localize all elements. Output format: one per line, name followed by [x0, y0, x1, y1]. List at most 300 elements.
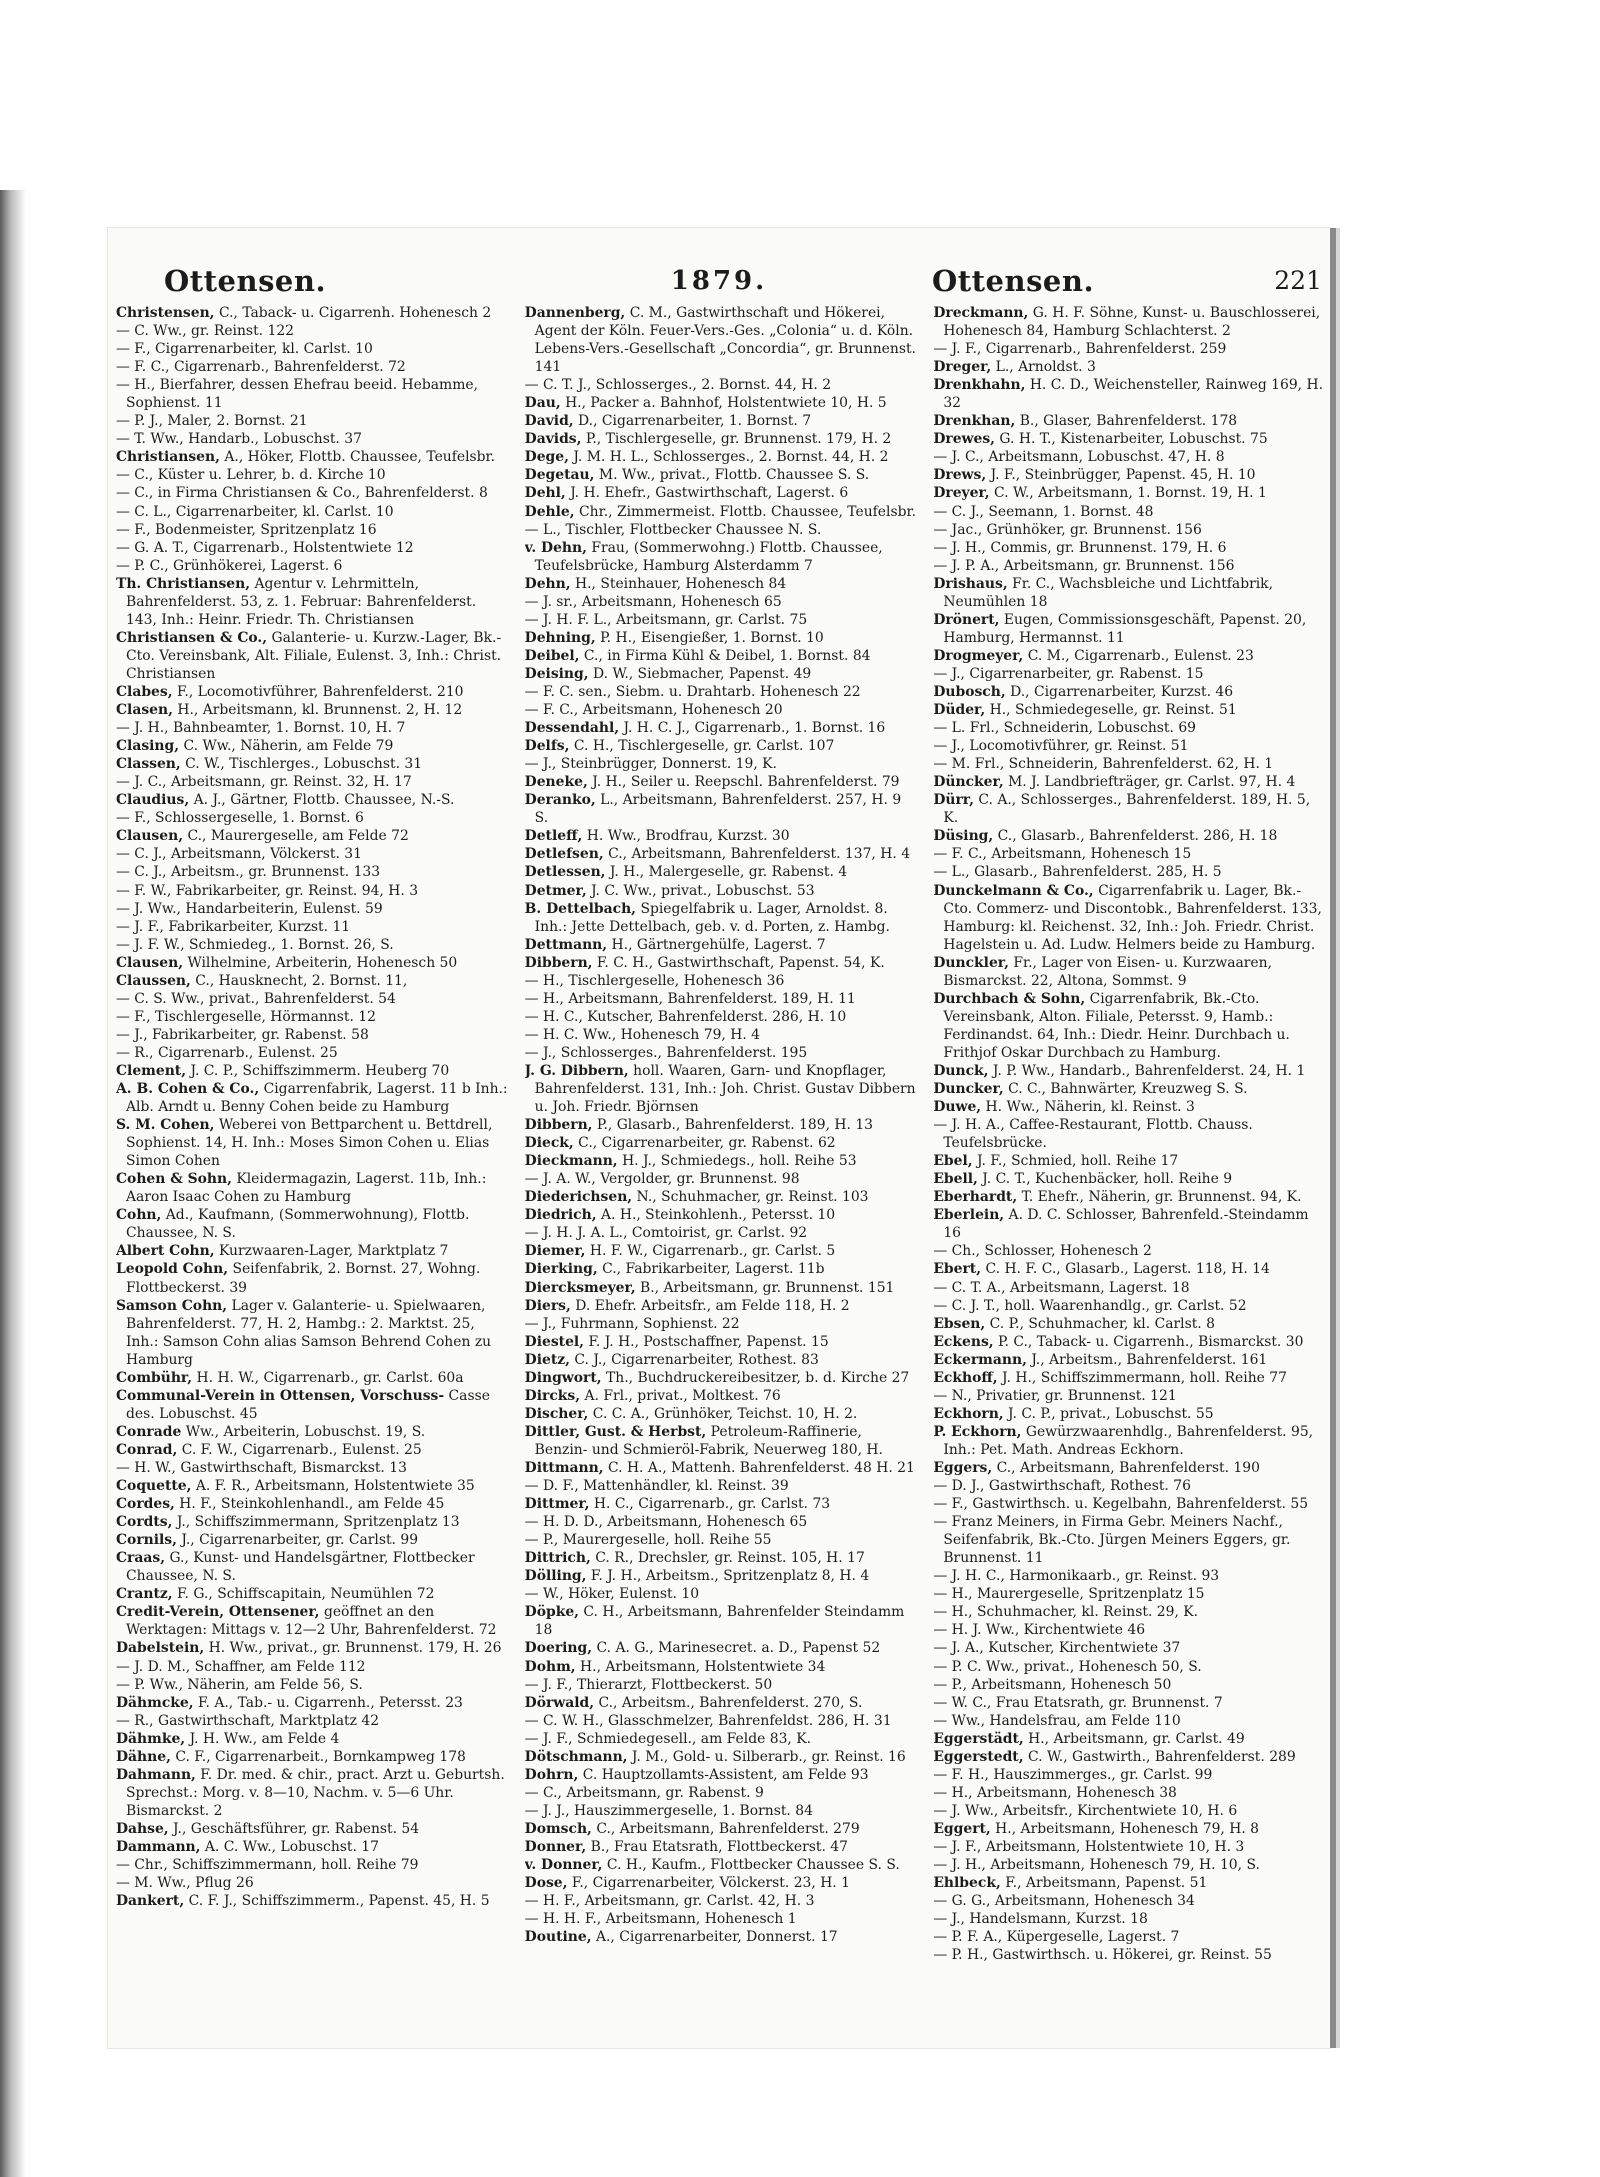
directory-entry [933, 1242, 1326, 1260]
entry-details: — Franz Meiners, in Firma Gebr. Meiners Nachf., Seifenfabrik, Bk.-Cto. Jürgen Meiners Eggers, gr. Brunnenst. 11 [933, 1514, 1291, 1567]
directory-entry [525, 466, 918, 484]
entry-details: G. H. T., Kistenarbeiter, Lobuschst. 75 [995, 431, 1268, 448]
entry-details: C. F. W., Cigarrenarb., Eulenst. 25 [177, 1441, 422, 1458]
directory-entry [116, 1748, 509, 1766]
entry-details: L., Arnoldst. 3 [991, 359, 1096, 376]
directory-entry [116, 918, 509, 936]
entry-details: P., Glasarb., Bahrenfelderst. 189, H. 13 [592, 1117, 874, 1134]
directory-entry [116, 1477, 509, 1495]
entry-name: P. Eckhorn, [933, 1423, 1022, 1440]
entry-details: — J. H. C., Harmonikaarb., gr. Reinst. 93 [933, 1568, 1220, 1585]
entry-details: — W. C., Frau Etatsrath, gr. Brunnenst. 7 [933, 1694, 1223, 1711]
entry-name: Eckhorn, [933, 1405, 1004, 1422]
entry-details: Ww., Arbeiterin, Lobuschst. 19, S. [181, 1423, 426, 1440]
directory-entry [933, 376, 1326, 412]
directory-entry [525, 1549, 918, 1567]
directory-entry [933, 430, 1326, 448]
entry-details: — J. J., Hauszimmergeselle, 1. Bornst. 84 [524, 1802, 813, 1819]
directory-entry [933, 665, 1326, 683]
entry-details: C. C., Bahnwärter, Kreuzweg S. S. [1003, 1081, 1248, 1098]
entry-name: Diercksmeyer, [524, 1279, 636, 1296]
entry-details: — J. P. A., Arbeitsmann, gr. Brunnenst. 156 [933, 557, 1235, 574]
entry-details: H. H. W., Cigarrenarb., gr. Carlst. 60a [192, 1369, 464, 1386]
directory-entry [933, 863, 1326, 881]
directory-entry [525, 972, 918, 990]
running-title-right: Ottensen. [932, 264, 1095, 298]
directory-entry [525, 448, 918, 466]
directory-entry [525, 1351, 918, 1369]
entry-details: C. M., Cigarrenarb., Eulenst. 23 [1023, 647, 1254, 664]
entry-details: C. H., Kaufm., Flottbecker Chaussee S. S. [602, 1857, 900, 1874]
entry-name: Dau, [524, 395, 561, 412]
entry-details: C. J., Cigarrenarbeiter, Rothest. 83 [569, 1351, 819, 1368]
directory-entry [933, 611, 1326, 647]
entry-name: Dannenberg, [524, 305, 626, 321]
directory-entry [116, 340, 509, 358]
entry-details: H., Arbeitsmann, Hohenesch 79, H. 8 [990, 1820, 1260, 1837]
directory-entry [525, 412, 918, 430]
directory-entry [116, 1892, 509, 1910]
entry-details: C. A., Schlosserges., Bahrenfelderst. 189, H. 5, K. [943, 792, 1311, 827]
entry-name: Detlessen, [524, 864, 606, 881]
entry-name: Dieck, [524, 1135, 574, 1152]
directory-entry [933, 1459, 1326, 1477]
directory-entry [525, 1062, 918, 1116]
directory-entry [116, 1658, 509, 1676]
entry-name: Dittmann, [524, 1460, 604, 1476]
directory-entry [933, 1188, 1326, 1206]
entry-details: — F. C., Arbeitsmann, Hohenesch 15 [933, 846, 1192, 863]
entry-details: C. H., Tischlergeselle, gr. Carlst. 107 [569, 738, 835, 755]
directory-entry [933, 1838, 1326, 1856]
entry-name: Drishaus, [933, 575, 1008, 592]
entry-name: Dohm, [524, 1658, 576, 1675]
entry-details: — H. W., Gastwirthschaft, Bismarckst. 13 [116, 1460, 407, 1476]
entry-name: Degetau, [524, 467, 595, 484]
directory-entry [933, 791, 1326, 827]
entry-details: — H., Arbeitsmann, Hohenesch 38 [933, 1784, 1177, 1801]
directory-entry [525, 1748, 918, 1766]
entry-name: Dähmke, [116, 1730, 186, 1747]
entry-details: C. P., Schuhmacher, kl. Carlst. 8 [985, 1315, 1215, 1332]
entry-details: C. M., Gastwirthschaft und Hökerei, Agent der Köln. Feuer-Vers.-Ges. „Colonia“ u. d. Köln. Lebens-Vers.-Gesellschaft „Concordia“, gr. Brunnenst. 141 [534, 305, 916, 376]
entry-details: H. F. W., Cigarrenarb., gr. Carlst. 5 [585, 1243, 836, 1260]
entry-details: — L. Frl., Schneiderin, Lobuschst. 69 [933, 720, 1196, 737]
entry-details: — M. Ww., Pflug 26 [116, 1875, 254, 1892]
entry-details: holl. Waaren, Garn- und Knopflager, Bahrenfelderst. 131, Inh.: Joh. Christ. Gustav Dibbern u. Joh. Friedr. Björnsen [534, 1062, 916, 1116]
directory-entry [525, 845, 918, 863]
entry-name: Crantz, [116, 1586, 173, 1603]
directory-entry [933, 647, 1326, 665]
entry-details: Kleidermagazin, Lagerst. 11b, Inh.: Aaron Isaac Cohen zu Hamburg [126, 1171, 487, 1206]
directory-entry [525, 1585, 918, 1603]
entry-name: Coquette, [116, 1478, 192, 1495]
entry-name: Duwe, [933, 1099, 982, 1116]
entry-details: Cigarrenfabrik, Bk.-Cto. Vereinsbank, Alton. Filiale, Petersst. 9, Hamb.: Ferdinandst. 64, Inh.: Diedr. Heinr. Durchbach u. Frithjof Oskar Durchbach zu Hamburg. [943, 990, 1290, 1061]
entry-details: F., Locomotivführer, Bahrenfelderst. 210 [172, 683, 464, 700]
entry-name: Christiansen & Co., [116, 629, 268, 646]
directory-entry [525, 1026, 918, 1044]
entry-details: — J. Ww., Arbeitsfr., Kirchentwiete 10, H. 6 [933, 1802, 1238, 1819]
directory-entry [116, 575, 509, 629]
directory-entry [525, 1152, 918, 1170]
entry-details: J., Geschäftsführer, gr. Rabenst. 54 [168, 1820, 420, 1837]
entry-details: — J. F., Schmiedegesell., am Felde 83, K. [524, 1730, 812, 1747]
entry-details: B., Arbeitsmann, gr. Brunnenst. 151 [635, 1279, 895, 1296]
entry-details: — F. W., Fabrikarbeiter, gr. Reinst. 94, H. 3 [116, 882, 419, 899]
directory-entry [116, 557, 509, 575]
directory-entry [525, 1910, 918, 1928]
entry-name: Eckens, [933, 1333, 994, 1350]
directory-entry [525, 1856, 918, 1874]
entry-details: — C. Ww., gr. Reinst. 122 [116, 323, 294, 340]
directory-entry [933, 755, 1326, 773]
directory-entry [933, 719, 1326, 737]
entry-name: Eckermann, [933, 1351, 1027, 1368]
entry-details: — M. Frl., Schneiderin, Bahrenfelderst. 62, H. 1 [933, 756, 1274, 773]
entry-details: C. H. A., Mattenh. Bahrenfelderst. 48 H. 21 [603, 1460, 915, 1476]
entry-details: Spiegelfabrik u. Lager, Arnoldst. 8. Inh.: Jette Dettelbach, geb. v. d. Porten, z. Hambg. [534, 900, 890, 935]
entry-details: Agentur v. Lehrmitteln, Bahrenfelderst. 53, z. 1. Februar: Bahrenfelderst. 143, Inh.: Heinr. Friedr. Th. Christiansen [126, 575, 477, 628]
directory-entry [525, 521, 918, 539]
entry-details: — C., in Firma Christiansen & Co., Bahrenfelderst. 8 [116, 485, 488, 502]
entry-name: Drewes, [933, 431, 995, 448]
entry-name: Dingwort, [524, 1369, 602, 1386]
entry-name: Duncker, [933, 1081, 1004, 1098]
entry-details: — J., Schlosserges., Bahrenfelderst. 195 [524, 1044, 808, 1061]
entry-details: — J. H., Bahnbeamter, 1. Bornst. 10, H. 7 [116, 720, 406, 737]
entry-details: — H., Maurergeselle, Spritzenplatz 15 [933, 1586, 1205, 1603]
page-number: 221 [1274, 266, 1322, 295]
entry-name: Dibbern, [524, 954, 593, 971]
directory-entry [116, 1549, 509, 1585]
directory-entry [933, 1351, 1326, 1369]
entry-details: Seifenfabrik, 2. Bornst. 27, Wohng. Flottbeckerst. 39 [126, 1261, 481, 1296]
directory-entry [933, 1712, 1326, 1730]
entry-details: J. C. T., Kuchenbäcker, holl. Reihe 9 [977, 1171, 1233, 1188]
entry-name: Dreger, [933, 359, 992, 376]
directory-entry [933, 1892, 1326, 1910]
entry-name: Drenkhahn, [933, 377, 1026, 394]
entry-name: Dähne, [116, 1748, 171, 1765]
entry-details: H., Schmiedegeselle, gr. Reinst. 51 [985, 702, 1237, 719]
directory-entry [525, 737, 918, 755]
entry-details: D. Ehefr. Arbeitsfr., am Felde 118, H. 2 [570, 1297, 850, 1314]
directory-entry [116, 1459, 509, 1477]
entry-name: Dammann, [116, 1838, 201, 1855]
entry-name: Delfs, [524, 738, 570, 755]
directory-entry [525, 936, 918, 954]
entry-name: Drogmeyer, [933, 647, 1024, 664]
entry-name: Eggerstedt, [933, 1748, 1024, 1765]
entry-details: — J. D. M., Schaffner, am Felde 112 [116, 1658, 366, 1675]
directory-entry [933, 1676, 1326, 1694]
entry-name: Th. Christiansen, [116, 575, 251, 592]
entry-details: — H., Schuhmacher, kl. Reinst. 29, K. [933, 1604, 1199, 1621]
entry-name: Cornils, [116, 1532, 177, 1549]
directory-entry [525, 990, 918, 1008]
entry-name: Claudius, [116, 792, 190, 809]
entry-name: Deranko, [524, 792, 596, 809]
directory-entry [525, 863, 918, 881]
directory-entry [933, 1369, 1326, 1387]
entry-details: — L., Glasarb., Bahrenfelderst. 285, H. 5 [933, 864, 1222, 881]
entry-name: Cohn, [116, 1207, 162, 1224]
directory-entry [116, 990, 509, 1008]
entry-details: — J. H. F. L., Arbeitsmann, gr. Carlst. 75 [524, 611, 808, 628]
directory-entry [525, 593, 918, 611]
entry-details: F., Cigarrenarbeiter, Völckerst. 23, H. 1 [567, 1875, 850, 1892]
directory-entry [933, 683, 1326, 701]
directory-entry [933, 1621, 1326, 1639]
entry-details: — J., Fuhrmann, Sophienst. 22 [524, 1315, 740, 1332]
entry-name: Dahse, [116, 1820, 169, 1837]
entry-details: J. H., Schiffszimmermann, holl. Reihe 77 [997, 1369, 1287, 1386]
entry-details: Fr., Lager von Eisen- u. Kurzwaaren, Bismarckst. 22, Altona, Sommst. 9 [943, 954, 1273, 989]
directory-entry [116, 358, 509, 376]
entry-details: — J. H. J. A. L., Comtoirist, gr. Carlst. 92 [524, 1225, 808, 1242]
directory-entry [933, 503, 1326, 521]
entry-details: Weberei von Bettparchent u. Bettdrell, Sophienst. 14, H. Inh.: Moses Simon Cohen u. Elias Simon Cohen [126, 1117, 493, 1170]
directory-entry [116, 827, 509, 845]
page-header [108, 264, 1330, 308]
entry-details: — C. T. J., Schlosserges., 2. Bornst. 44, H. 2 [524, 377, 832, 394]
entry-details: — G. A. T., Cigarrenarb., Holstentwiete 12 [116, 539, 414, 556]
entry-details: Lager v. Galanterie- u. Spielwaaren, Bahrenfelderst. 77, H. 2, Hambg.: 2. Marktst. 25, Inh.: Samson Cohn alias Samson Behrend Cohen zu Hamburg [126, 1297, 492, 1368]
directory-entry [525, 791, 918, 827]
directory-entry [933, 1279, 1326, 1297]
entry-details: — J. F. W., Schmiedeg., 1. Bornst. 26, S. [116, 936, 394, 953]
entry-details: J. H. C. J., Cigarrenarb., 1. Bornst. 16 [619, 720, 886, 737]
entry-name: Dittmer, [524, 1496, 590, 1513]
directory-entry [116, 376, 509, 412]
entry-details: B., Glaser, Bahrenfelderst. 178 [1015, 413, 1238, 430]
directory-entry [116, 1242, 509, 1260]
directory-entry [116, 1694, 509, 1712]
entry-name: Dierking, [524, 1261, 598, 1278]
scan-edge-shadow [0, 190, 26, 2177]
entry-name: Dötschmann, [524, 1748, 628, 1765]
directory-entry [933, 521, 1326, 539]
directory-entry [933, 1333, 1326, 1351]
entry-details: — J. Ww., Handarbeiterin, Eulenst. 59 [116, 900, 383, 917]
directory-entry [116, 791, 509, 809]
entry-details: — R., Cigarrenarb., Eulenst. 25 [116, 1044, 338, 1061]
directory-entry [116, 1730, 509, 1748]
running-title-left: Ottensen. [164, 264, 327, 298]
directory-page [108, 228, 1330, 2048]
entry-name: Clausen, [116, 954, 184, 971]
directory-columns [116, 304, 1326, 2048]
entry-details: P., Tischlergeselle, gr. Brunnenst. 179, H. 2 [581, 431, 892, 448]
directory-entry [525, 1170, 918, 1188]
entry-details: C. W., Gastwirth., Bahrenfelderst. 289 [1023, 1748, 1296, 1765]
entry-name: Eberlein, [933, 1207, 1005, 1224]
entry-details: Chr., Zimmermeist. Flottb. Chaussee, Teufelsbr. [574, 503, 916, 520]
entry-details: — F. C., Arbeitsmann, Hohenesch 20 [524, 702, 783, 719]
entry-name: Clasen, [116, 702, 173, 719]
entry-name: Donner, [524, 1838, 587, 1855]
entry-name: Ebel, [933, 1153, 973, 1170]
directory-entry [933, 1098, 1326, 1116]
entry-name: Dunckelmann & Co., [933, 882, 1094, 899]
entry-details: — P. H., Gastwirthsch. u. Hökerei, gr. Reinst. 55 [933, 1947, 1272, 1964]
directory-entry [116, 466, 509, 484]
entry-details: H. J., Schmiedegs., holl. Reihe 53 [617, 1153, 857, 1170]
directory-entry [933, 1694, 1326, 1712]
directory-entry [933, 1639, 1326, 1657]
directory-entry [116, 1387, 509, 1423]
entry-details: — P. C., Grünhökerei, Lagerst. 6 [116, 557, 343, 574]
entry-details: — P., Arbeitsmann, Hohenesch 50 [933, 1676, 1172, 1693]
entry-name: Dunck, [933, 1062, 989, 1079]
entry-details: F. Dr. med. & chir., pract. Arzt u. Geburtsh. Sprechst.: Morg. v. 8—10, Nachm. v. 5—6 Uhr. Bismarckst. 2 [126, 1766, 505, 1819]
entry-details: — Chr., Schiffszimmermann, holl. Reihe 79 [116, 1857, 419, 1874]
entry-details: — H. J. Ww., Kirchentwiete 46 [933, 1622, 1146, 1639]
entry-details: — P. C. Ww., privat., Hohenesch 50, S. [933, 1658, 1202, 1675]
entry-details: J. H. Ehefr., Gastwirthschaft, Lagerst. 6 [565, 485, 849, 502]
entry-details: — C. J., Arbeitsm., gr. Brunnenst. 133 [116, 864, 381, 881]
directory-entry [116, 304, 509, 322]
directory-entry [933, 990, 1326, 1062]
entry-details: — F. H., Hauszimmerges., gr. Carlst. 99 [933, 1766, 1213, 1783]
entry-details: — C. S. Ww., privat., Bahrenfelderst. 54 [116, 990, 396, 1007]
entry-name: Durchbach & Sohn, [933, 990, 1086, 1007]
entry-details: C., Fabrikarbeiter, Lagerst. 11b [597, 1261, 825, 1278]
entry-details: C., Arbeitsmann, Bahrenfelderst. 279 [591, 1820, 860, 1837]
entry-details: — F., Bodenmeister, Spritzenplatz 16 [116, 521, 377, 538]
entry-details: C. R., Drechsler, gr. Reinst. 105, H. 17 [590, 1550, 865, 1567]
entry-name: Samson Cohn, [116, 1297, 228, 1314]
entry-details: Galanterie- u. Kurzw.-Lager, Bk.-Cto. Vereinsbank, Alt. Filiale, Eulenst. 3, Inh.: Christ. Christiansen [126, 629, 502, 682]
entry-details: — C., Küster u. Lehrer, b. d. Kirche 10 [116, 467, 386, 484]
entry-name: Ebell, [933, 1171, 978, 1188]
directory-entry [525, 1531, 918, 1549]
directory-column-3 [933, 304, 1326, 2048]
entry-details: H., Packer a. Bahnhof, Holstentwiete 10, H. 5 [560, 395, 887, 412]
directory-entry [525, 773, 918, 791]
entry-name: Ehlbeck, [933, 1875, 1001, 1892]
directory-entry [933, 1730, 1326, 1748]
directory-entry [525, 1008, 918, 1026]
entry-details: — C. T. A., Arbeitsmann, Lagerst. 18 [933, 1279, 1190, 1296]
directory-entry [116, 1044, 509, 1062]
entry-name: Dietz, [524, 1351, 570, 1368]
entry-name: Diedrich, [524, 1207, 597, 1224]
entry-name: J. G. Dibbern, [524, 1062, 629, 1079]
directory-entry [933, 1423, 1326, 1459]
directory-entry [116, 1513, 509, 1531]
entry-name: v. Donner, [524, 1857, 603, 1874]
entry-name: Dankert, [116, 1893, 185, 1910]
entry-name: Düsing, [933, 828, 994, 845]
directory-entry [525, 1224, 918, 1242]
entry-details: — H., Arbeitsmann, Bahrenfelderst. 189, H. 11 [524, 990, 856, 1007]
entry-details: H. Ww., Brodfrau, Kurzst. 30 [582, 828, 790, 845]
directory-entry [116, 809, 509, 827]
directory-entry [116, 755, 509, 773]
directory-entry [525, 1242, 918, 1260]
directory-entry [933, 557, 1326, 575]
entry-name: Davids, [524, 431, 582, 448]
directory-column-2 [525, 304, 918, 2048]
entry-details: F., Arbeitsmann, Papenst. 51 [1000, 1875, 1208, 1892]
directory-entry [525, 1874, 918, 1892]
directory-entry [525, 575, 918, 593]
entry-details: G. H. F. Söhne, Kunst- u. Bauschlosserei, Hohenesch 84, Hamburg Schlachterst. 2 [943, 305, 1321, 340]
directory-entry [933, 1206, 1326, 1242]
entry-details: C., Hausknecht, 2. Bornst. 11, [190, 972, 408, 989]
directory-entry [933, 827, 1326, 845]
entry-details: Kurzwaaren-Lager, Marktplatz 7 [214, 1243, 449, 1260]
entry-details: F. J. H., Arbeitsm., Spritzenplatz 8, H. 4 [586, 1568, 870, 1585]
entry-details: J. H., Seiler u. Reepschl. Bahrenfelderst. 79 [587, 774, 900, 791]
entry-details: L., Arbeitsmann, Bahrenfelderst. 257, H. 9 S. [534, 792, 902, 827]
entry-name: Dreckmann, [933, 305, 1029, 321]
entry-details: — C. J., Seemann, 1. Bornst. 48 [933, 503, 1154, 520]
entry-details: C. W., Arbeitsmann, 1. Bornst. 19, H. 1 [989, 485, 1267, 502]
entry-details: D. W., Siebmacher, Papenst. 49 [588, 665, 812, 682]
directory-entry [933, 773, 1326, 791]
entry-details: C. Hauptzollamts-Assistent, am Felde 93 [578, 1766, 869, 1783]
entry-details: — J. F., Cigarrenarb., Bahrenfelderst. 259 [933, 341, 1227, 358]
directory-entry [525, 1477, 918, 1495]
entry-name: Detlefsen, [524, 846, 604, 863]
directory-entry [525, 1279, 918, 1297]
entry-name: Drews, [933, 467, 987, 484]
entry-details: A., Cigarrenarbeiter, Donnerst. 17 [591, 1929, 838, 1946]
entry-name: Christiansen, [116, 449, 220, 466]
entry-name: Doering, [524, 1640, 593, 1657]
directory-entry [116, 1062, 509, 1080]
directory-entry [116, 539, 509, 557]
entry-details: C., in Firma Kühl & Deibel, 1. Bornst. 84 [579, 647, 871, 664]
entry-details: F. J. H., Postschaffner, Papenst. 15 [584, 1333, 829, 1350]
entry-name: Diederichsen, [524, 1189, 633, 1206]
entry-details: J. F., Steinbrügger, Papenst. 45, H. 10 [986, 467, 1256, 484]
directory-entry [116, 972, 509, 990]
entry-details: — P. F. A., Küpergeselle, Lagerst. 7 [933, 1929, 1180, 1946]
directory-entry [933, 1766, 1326, 1784]
entry-details: C., Arbeitsmann, Bahrenfelderst. 190 [992, 1460, 1260, 1476]
entry-details: — H. C. Ww., Hohenesch 79, H. 4 [524, 1026, 761, 1043]
directory-entry [525, 1694, 918, 1712]
entry-details: Fr. C., Wachsbleiche und Lichtfabrik, Neumühlen 18 [943, 575, 1274, 610]
entry-details: H. Ww., privat., gr. Brunnenst. 179, H. 26 [204, 1640, 502, 1657]
entry-name: Discher, [524, 1405, 589, 1422]
directory-entry [116, 1008, 509, 1026]
entry-details: — J., Steinbrügger, Donnerst. 19, K. [524, 756, 777, 773]
directory-entry [116, 683, 509, 701]
directory-entry [116, 430, 509, 448]
directory-entry [933, 1928, 1326, 1946]
directory-entry [525, 1784, 918, 1802]
directory-entry [933, 845, 1326, 863]
directory-entry [525, 1658, 918, 1676]
directory-entry [116, 936, 509, 954]
entry-name: Albert Cohn, [116, 1243, 215, 1260]
entry-name: Ebert, [933, 1261, 982, 1278]
entry-details: — L., Tischler, Flottbecker Chaussee N. S. [524, 521, 822, 538]
year-heading: 1879. [670, 266, 768, 296]
entry-details: — H., Tischlergeselle, Hohenesch 36 [524, 972, 785, 989]
entry-details: C. H., Arbeitsmann, Bahrenfelder Steindamm 18 [534, 1604, 905, 1639]
directory-entry [933, 466, 1326, 484]
directory-entry [116, 1441, 509, 1459]
directory-entry [116, 1603, 509, 1639]
entry-details: — H. C., Kutscher, Bahrenfelderst. 286, H. 10 [524, 1008, 847, 1025]
directory-entry [525, 1639, 918, 1657]
